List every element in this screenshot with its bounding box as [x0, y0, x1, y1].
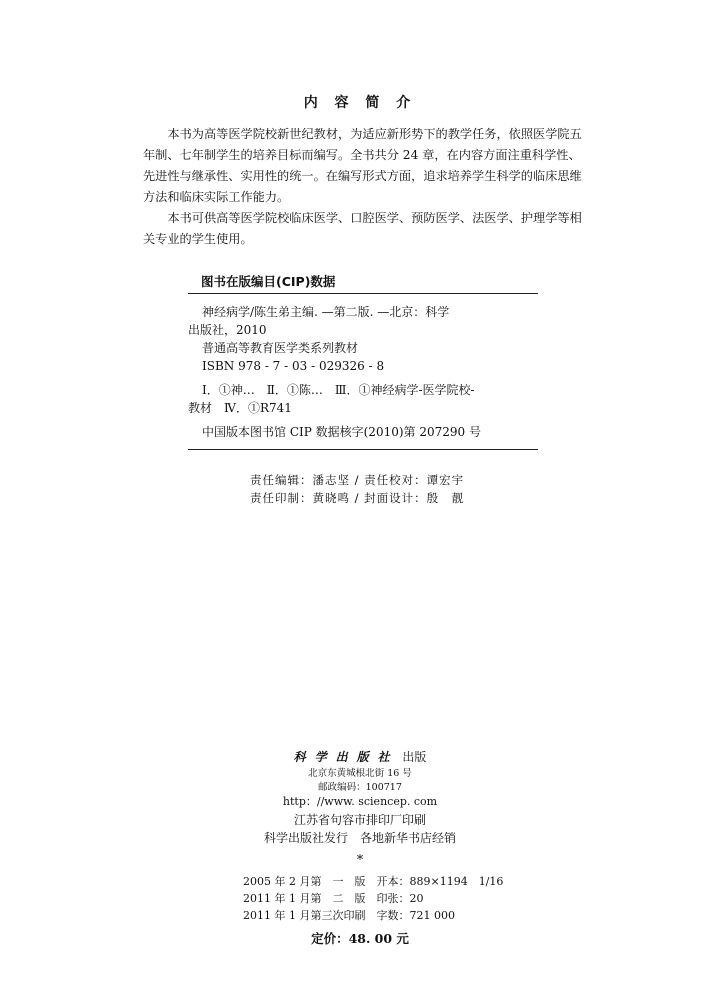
cip-block — [188, 303, 538, 441]
cip-line-isbn: ISBN 978 - 7 - 03 - 029326 - 8 — [202, 359, 385, 373]
intro-section — [143, 124, 583, 250]
cip-line-7: 中国版本图书馆 CIP 数据核字(2010)第 207290 号 — [202, 425, 481, 439]
cip-title: 图书在版编目(CIP)数据 — [201, 274, 336, 289]
credits — [250, 471, 464, 507]
printer-line-1: 江苏省句容市排印厂印刷 — [293, 813, 426, 827]
price: 定价：48. 00 元 — [311, 931, 409, 946]
separator-asterisk: * — [356, 853, 364, 868]
intro-paragraph-1: 本书为高等医学院校新世纪教材，为适应新形势下的教学任务，依照医学院五年制、七年制学生的培养目标而编写。全书共分 24 章，在内容方面注重科学性、先进性与继承性、实用性的统一。在编写形式方面，追求培养学生科学的临床思维方法和临床实际工作能力。 — [143, 127, 582, 204]
cip-top-rule — [188, 293, 538, 294]
publisher-suffix: 出版 — [402, 750, 427, 764]
page-title: 内 容 简 介 — [303, 95, 417, 111]
publisher-address — [0, 767, 720, 795]
printer-info — [0, 811, 720, 847]
edition-line-3: 2011 年 1 月第三次印刷 字数：721 000 — [243, 909, 455, 922]
cip-line-3: 普通高等教育医学类系列教材 — [202, 341, 359, 355]
credits-line-1: 责任编辑：潘志坚 / 责任校对：谭宏宇 — [250, 473, 465, 487]
publisher-url: http：//www. sciencep. com — [282, 795, 438, 808]
cip-line-6: 教材 Ⅳ．①R741 — [188, 401, 292, 415]
postcode-line: 邮政编码：100717 — [318, 782, 402, 793]
publisher-line — [0, 748, 720, 765]
publisher-logo: 科学出版社 — [293, 750, 399, 764]
address-line: 北京东黄城根北街 16 号 — [308, 768, 412, 779]
printer-line-2: 科学出版社发行 各地新华书店经销 — [263, 831, 456, 845]
edition-info — [243, 873, 503, 924]
edition-line-1: 2005 年 2 月第 一 版 开本：889×1194 1/16 — [243, 875, 504, 888]
edition-line-2: 2011 年 1 月第 二 版 印张：20 — [243, 892, 424, 905]
cip-line-5: Ⅰ．①神… Ⅱ．①陈… Ⅲ．①神经病学-医学院校- — [202, 383, 475, 397]
cip-bottom-rule — [188, 449, 538, 450]
credits-line-2: 责任印制：黄晓鸣 / 封面设计：殷 靓 — [250, 491, 465, 505]
intro-paragraph-2: 本书可供高等医学院校临床医学、口腔医学、预防医学、法医学、护理学等相关专业的学生使用。 — [143, 211, 582, 246]
cip-line-1: 神经病学/陈生弟主编. —第二版. —北京：科学 — [202, 305, 450, 319]
cip-line-2: 出版社，2010 — [188, 323, 267, 337]
